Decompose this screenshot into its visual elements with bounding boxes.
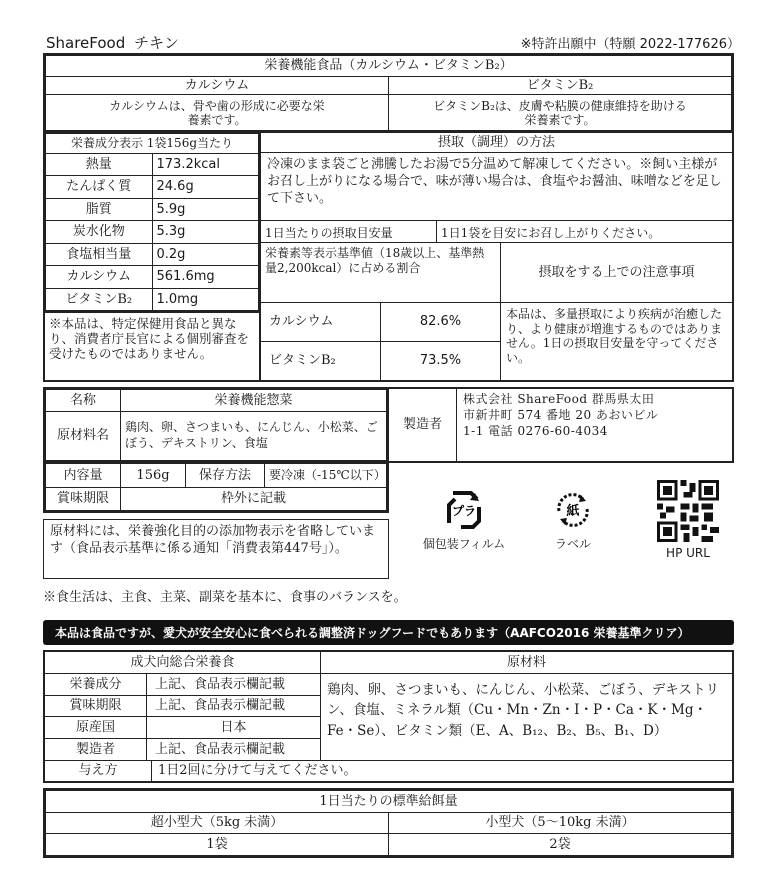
dog-row-value: 上記、食品表示欄記載: [147, 695, 321, 717]
qr-code-icon[interactable]: [657, 480, 719, 542]
pla-symbol: プラ: [451, 504, 477, 518]
nutrient-name: 熱量: [46, 154, 153, 176]
maker-value: 株式会社 ShareFood 群馬県太田市新井町 574 番地 20 あおいビル 1-1 電話 0276-60-4034: [463, 392, 659, 439]
dog-row-value: 日本: [147, 717, 321, 739]
brand-title: [46, 32, 346, 52]
nutrient-name: 炭水化物: [46, 221, 153, 243]
nutrient-value: 561.6mg: [152, 266, 259, 288]
nutrient-value: 24.6g: [152, 176, 259, 198]
dog-row-label: 原産国: [45, 717, 147, 739]
dog-category: 成犬向総合栄養食: [45, 652, 321, 674]
volume-value: 156g: [121, 464, 186, 488]
film-label: 個包装フィルム: [422, 537, 506, 551]
calcium-desc: カルシウムは、骨や歯の形成に必要な栄養素です。: [46, 95, 389, 131]
patent-note: ※特許出願中（特願 2022-177626）: [520, 37, 740, 52]
caution-title: 摂取をする上での注意事項: [501, 243, 732, 303]
volume-label: 内容量: [46, 464, 121, 488]
nutrient-value: 5.9g: [152, 198, 259, 220]
nutrient-name: 脂質: [46, 198, 153, 220]
nutrient-value: 5.3g: [152, 221, 259, 243]
paper-label: ラベル: [554, 537, 591, 551]
recycle-pla-icon: [441, 487, 487, 531]
recycle-paper-icon: [551, 489, 595, 531]
dog-ingredients-title: 原材料: [321, 652, 732, 674]
dog-feed-label: 与え方: [45, 760, 152, 781]
dog-row-value: 上記、食品表示欄記載: [147, 739, 321, 760]
nutrient-value: 0.2g: [152, 243, 259, 265]
expiry-value: 枠外に記載: [121, 487, 387, 511]
ingredients-label: 原材料名: [46, 412, 121, 461]
ratio-value: 82.6%: [381, 303, 501, 342]
dog-row-value: 上記、食品表示欄記載: [147, 674, 321, 695]
intake-block: [261, 133, 734, 382]
calcium-label: カルシウム: [46, 77, 389, 95]
caution-text: 本品は、多量摂取により疾病が治癒したり、より健康が増進するものではありません。1日の摂取目安量を守ってください。: [506, 307, 723, 365]
feeding-table: [43, 788, 734, 858]
feeding-title: 1日当たりの標準給餌量: [46, 791, 732, 813]
feeding-col-value: 1袋: [46, 834, 389, 856]
additive-note: 原材料には、栄養強化目的の添加物表示を省略しています（食品表示基準に係る通知「消費表第447号」）。: [43, 519, 389, 579]
nutrient-value: 1.0mg: [152, 288, 259, 310]
intake-method: 冷凍のまま袋ごと沸騰したお湯で5分温めて解凍してください。※飼い主様がお召し上がりになる場合で、味が薄い場合は、食塩やお醤油、味噌などを足して下さい。: [261, 153, 732, 221]
diet-note: ※食生活は、主食、主菜、副菜を基本に、食事のバランスを。: [43, 590, 407, 605]
qr-label: HP URL: [666, 546, 710, 560]
functional-title: 栄養機能食品（カルシウム・ビタミンB₂）: [46, 56, 732, 77]
daily-intake-value: 1日1袋を目安にお召し上がりください。: [437, 221, 732, 243]
paper-symbol: 紙: [566, 504, 580, 519]
ratio-label: 栄養素等表示基準値（18歳以上、基準熱量2,200kcal）に占める割合: [261, 243, 501, 303]
dogfood-table: [43, 650, 734, 783]
name-label: 名称: [46, 390, 121, 412]
nutrient-name: たんぱく質: [46, 176, 153, 198]
nutrition-note: ※本品は、特定保健用食品と異なり、消費者庁長官による個別審査を受けたものではありません。: [43, 313, 261, 382]
product-info-bottom: [43, 463, 389, 513]
paper-recycle-mark: [538, 489, 608, 559]
storage-value: 要冷凍（-15℃以下）: [265, 464, 387, 488]
product-info-left: [43, 387, 389, 463]
vitb2-label: ビタミンB₂: [389, 77, 732, 95]
dog-row-label: 栄養成分: [45, 674, 147, 695]
dog-ingredients: 鶏肉、卵、さつまいも、にんじん、小松菜、ごぼう、デキストリン、食塩、ミネラル類（Cu・Mn・Zn・I・P・Ca・K・Mg・Fe・Se）、ビタミン類（E、A、B₁₂、B₂、B₅、B₁、D）: [327, 682, 720, 739]
qr-block[interactable]: [651, 480, 725, 564]
ingredients-value: 鶏肉、卵、さつまいも、にんじん、小松菜、ごぼう、デキストリン、食塩: [121, 412, 387, 461]
expiry-label: 賞味期限: [46, 487, 121, 511]
dog-feed-value: 1日2回に分けて与えてください。: [152, 760, 732, 781]
nutrient-name: ビタミンB₂: [46, 288, 153, 310]
nutrition-table: [43, 133, 261, 313]
name-value: 栄養機能惣菜: [121, 390, 387, 412]
vitb2-desc: ビタミンB₂は、皮膚や粘膜の健康維持を助ける栄養素です。: [389, 95, 732, 131]
dog-row-label: 製造者: [45, 739, 147, 760]
ratio-name: カルシウム: [261, 303, 381, 342]
storage-label: 保存方法: [186, 464, 265, 488]
maker-label: 製造者: [389, 389, 457, 461]
dog-row-label: 賞味期限: [45, 695, 147, 717]
brand-name: ShareFood: [46, 34, 126, 52]
feeding-col-label: 小型犬（5〜10kg 未満）: [389, 812, 732, 834]
nutrient-name: 食塩相当量: [46, 243, 153, 265]
daily-intake-label: 1日当たりの摂取目安量: [261, 221, 437, 243]
functional-food-table: [43, 53, 734, 133]
nutrition-title: 栄養成分表示 1袋156g当たり: [46, 134, 259, 154]
nutrient-name: カルシウム: [46, 266, 153, 288]
film-recycle-mark: [414, 487, 514, 557]
ratio-value: 73.5%: [381, 342, 501, 381]
dogfood-banner: 本品は食品ですが、愛犬が安全安心に食べられる調整済ドッグフードでもあります（AAFCO2016 栄養基準クリア）: [43, 620, 734, 645]
dog-info-table: [45, 674, 321, 760]
feeding-col-label: 超小型犬（5kg 未満）: [46, 812, 389, 834]
product-name: チキン: [134, 34, 179, 52]
ratio-name: ビタミンB₂: [261, 342, 381, 381]
nutrient-value: 173.2kcal: [152, 154, 259, 176]
feeding-col-value: 2袋: [389, 834, 732, 856]
maker-block: [389, 387, 734, 463]
ratio-table: [261, 303, 501, 380]
intake-title: 摂取（調理）の方法: [261, 133, 732, 153]
